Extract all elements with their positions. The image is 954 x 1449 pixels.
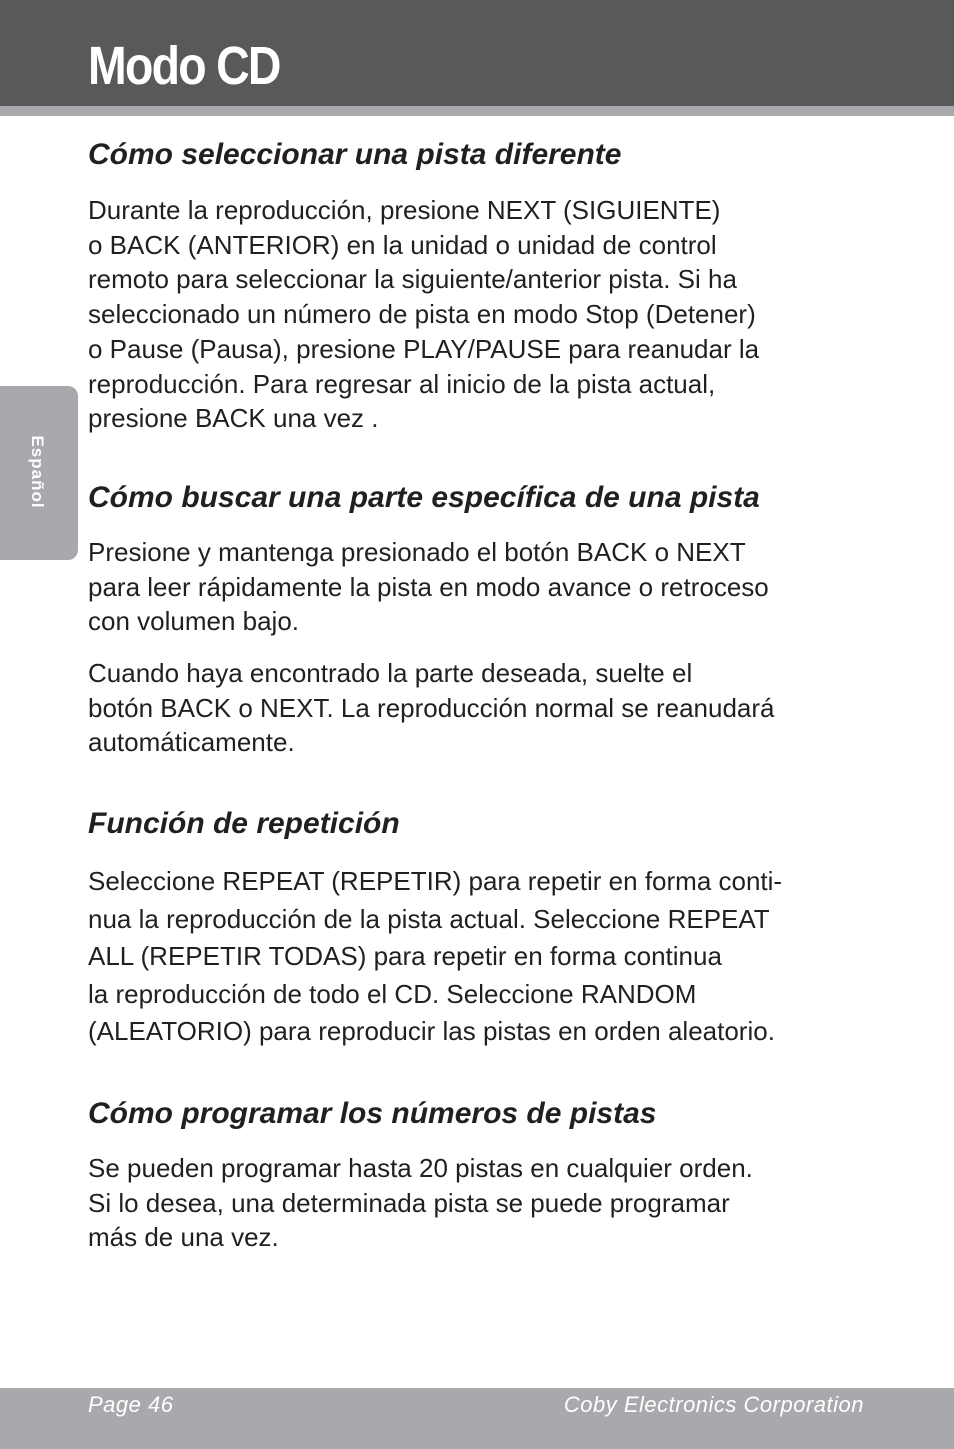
page-title: Modo CD — [88, 36, 280, 96]
section-paragraph — [88, 656, 775, 760]
text-line: ALL (REPETIR TODAS) para repetir en forma continua — [88, 941, 722, 972]
text-line: (ALEATORIO) para reproducir las pistas en orden aleatorio. — [88, 1016, 775, 1047]
text-line: con volumen bajo. — [88, 606, 300, 637]
section-heading-search-track: Cómo buscar una parte específica de una pista — [88, 481, 760, 514]
language-tab-label: Español — [28, 435, 47, 509]
text-line: más de una vez. — [88, 1222, 279, 1253]
section-paragraph — [88, 1151, 753, 1255]
text-line: reproducción. Para regresar al inicio de la pista actual, — [88, 368, 716, 399]
footer-page-number: Page 46 — [88, 1392, 174, 1417]
text-line: automáticamente. — [88, 727, 295, 758]
text-line: Durante la reproducción, presione NEXT (SIGUIENTE) — [88, 195, 721, 225]
header-underline — [0, 106, 954, 116]
text-line: la reproducción de todo el CD. Seleccione RANDOM — [88, 978, 697, 1009]
footer-company-name: Coby Electronics Corporation — [563, 1392, 864, 1417]
text-line: remoto para seleccionar la siguiente/anterior pista. Si ha — [88, 264, 737, 295]
text-line: Si lo desea, una determinada pista se puede programar — [88, 1187, 730, 1218]
text-line: Se pueden programar hasta 20 pistas en cualquier orden. — [88, 1153, 753, 1183]
text-line: o Pause (Pausa), presione PLAY/PAUSE para reanudar la — [88, 333, 760, 364]
section-paragraph — [88, 535, 769, 639]
text-line: Presione y mantenga presionado el botón BACK o NEXT — [88, 537, 746, 567]
text-line: Cuando haya encontrado la parte deseada, suelte el — [88, 658, 693, 688]
text-line: para leer rápidamente la pista en modo avance o retroceso — [88, 571, 769, 602]
section-paragraph — [88, 863, 782, 1051]
section-heading-repeat: Función de repetición — [88, 807, 400, 840]
text-line: botón BACK o NEXT. La reproducción normal se reanudará — [88, 692, 775, 723]
text-line: Seleccione REPEAT (REPETIR) para repetir en forma conti- — [88, 866, 783, 896]
text-line: o BACK (ANTERIOR) en la unidad o unidad de control — [88, 229, 717, 260]
section-heading-program: Cómo programar los números de pistas — [88, 1097, 657, 1130]
text-line: presione BACK una vez . — [88, 403, 379, 434]
section-heading-select-track: Cómo seleccionar una pista diferente — [88, 138, 622, 171]
text-line: seleccionado un número de pista en modo Stop (Detener) — [88, 299, 756, 330]
section-paragraph — [88, 193, 759, 436]
text-line: nua la reproducción de la pista actual. Seleccione REPEAT — [88, 903, 770, 934]
